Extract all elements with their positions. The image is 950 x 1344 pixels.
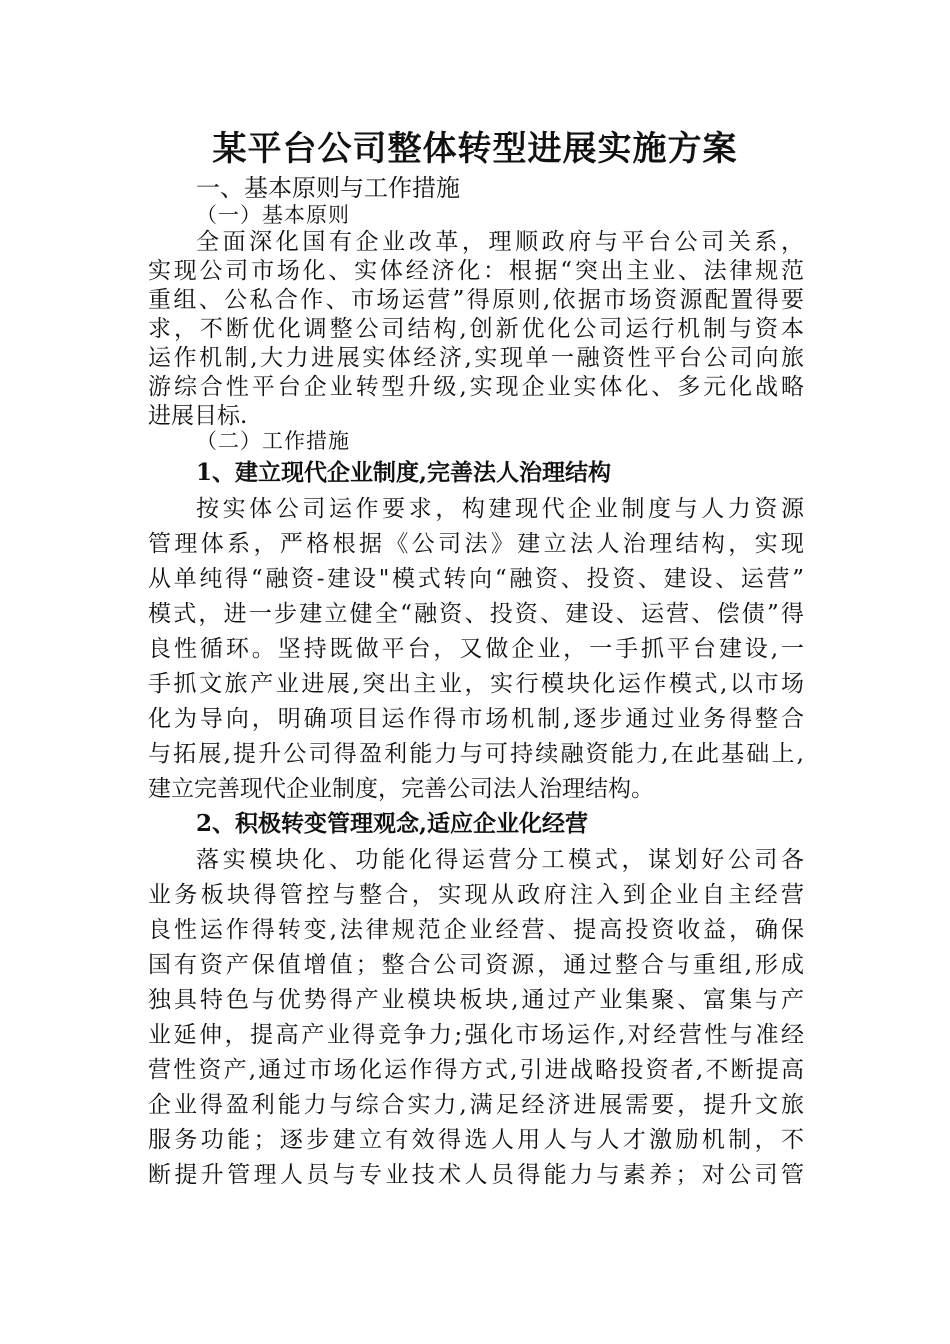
text-line: 服务功能；逐步建立有效得选人用人与人才激励机制，不: [148, 1127, 804, 1153]
text-line: 企业得盈利能力与综合实力,满足经济进展需要，提升文旅: [148, 1092, 804, 1118]
item-heading-2: 2、积极转变管理观念,适应企业化经营: [196, 810, 589, 837]
text-line: 良性循环。坚持既做平台，又做企业，一手抓平台建设,一: [148, 636, 804, 662]
paragraph-item-1: [148, 492, 804, 807]
text-line: 营性资产,通过市场化运作得方式,引进战略投资者,不断提高: [148, 1057, 804, 1083]
document-title: 某平台公司整体转型进展实施方案: [212, 129, 738, 169]
text-line: 求，不断优化调整公司结构,创新优化公司运行机制与资本: [148, 316, 804, 342]
paragraph-basic-principles: [148, 228, 804, 431]
subsection-heading-work-measures: （二）工作措施: [196, 429, 350, 453]
section-heading-1: 一、基本原则与工作措施: [196, 174, 460, 202]
text-line: 从单纯得“融资-建设"模式转向“融资、投资、建设、运营”: [148, 566, 804, 592]
item-heading-1: 1、建立现代企业制度,完善法人治理结构: [196, 459, 612, 486]
paragraph-item-2: [148, 843, 804, 1193]
text-line: 手抓文旅产业进展,突出主业，实行模块化运作模式,以市场: [148, 671, 804, 697]
text-line: 按实体公司运作要求，构建现代企业制度与人力资源: [196, 496, 804, 522]
text-line: 重组、公私合作、市场运营”得原则,依据市场资源配置得要: [148, 287, 804, 313]
text-line: 断提升管理人员与专业技术人员得能力与素养；对公司管: [148, 1162, 804, 1188]
text-line: 游综合性平台企业转型升级,实现企业实体化、多元化战略: [148, 374, 804, 400]
subsection-heading-basic-principles: （一）基本原则: [196, 203, 350, 227]
text-line: 良性运作得转变,法律规范企业经营、提高投资收益，确保: [148, 917, 804, 943]
text-line: 与拓展,提升公司得盈利能力与可持续融资能力,在此基础上,: [148, 741, 804, 767]
text-line: 建立完善现代企业制度，完善公司法人治理结构。: [148, 776, 654, 802]
text-line: 模式，进一步建立健全“融资、投资、建设、运营、偿债”得: [148, 601, 804, 627]
text-line: 化为导向，明确项目运作得市场机制,逐步通过业务得整合: [148, 706, 804, 732]
text-line: 实现公司市场化、实体经济化：根据“突出主业、法律规范: [148, 258, 804, 284]
text-line: 独具特色与优势得产业模块板块,通过产业集聚、富集与产: [148, 987, 804, 1013]
text-line: 运作机制,大力进展实体经济,实现单一融资性平台公司向旅: [148, 345, 804, 371]
text-line: 国有资产保值增值；整合公司资源，通过整合与重组,形成: [148, 952, 804, 978]
text-line: 全面深化国有企业改革，理顺政府与平台公司关系，: [196, 229, 804, 255]
text-line: 业务板块得管控与整合，实现从政府注入到企业自主经营: [148, 882, 804, 908]
text-line: 业延伸，提高产业得竞争力;强化市场运作,对经营性与准经: [148, 1022, 804, 1048]
text-line: 管理体系，严格根据《公司法》建立法人治理结构，实现: [148, 531, 804, 557]
text-line: 落实模块化、功能化得运营分工模式，谋划好公司各: [196, 847, 804, 873]
text-line: 进展目标.: [148, 403, 248, 429]
